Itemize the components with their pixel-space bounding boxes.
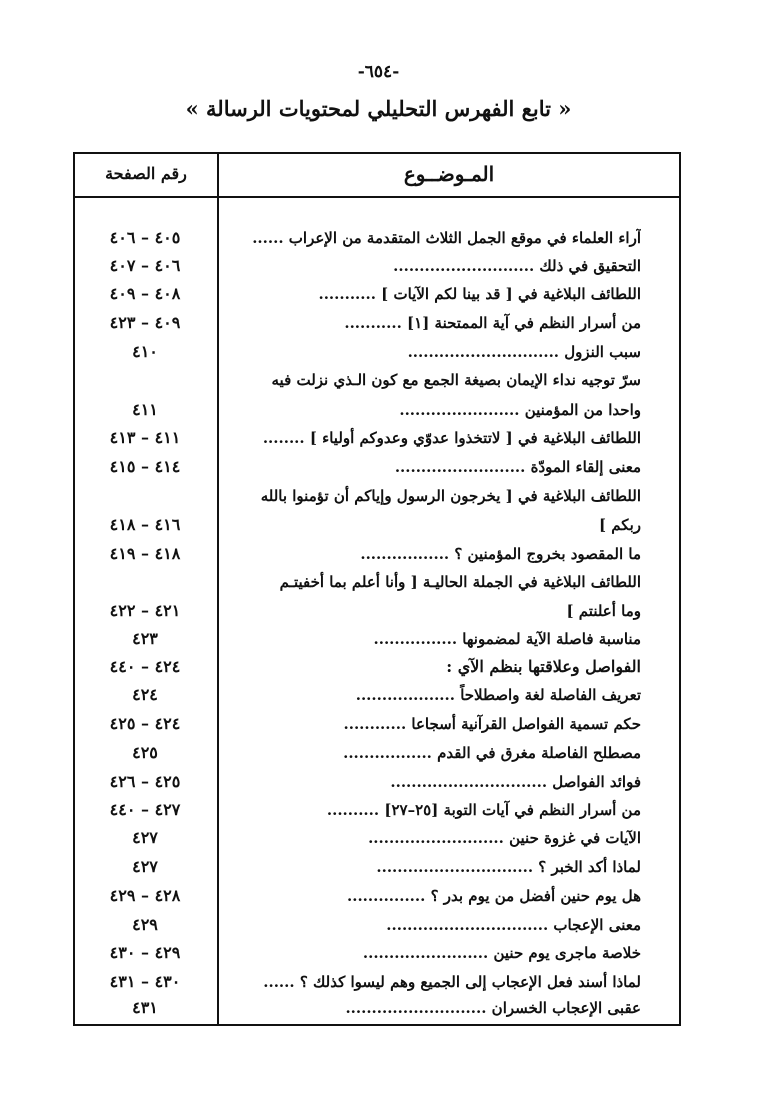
topic-text: ربكم ] — [598, 516, 641, 534]
topic-text: تعريف الفاصلة لغة واصطلاحاً ................... — [355, 686, 641, 704]
leader-dots: ........................... — [345, 999, 487, 1017]
topic-text: اللطائف البلاغية في الجملة الحاليـة [ وأنا أعلم بما أخفيتـم — [279, 573, 641, 591]
leader-dots: ................. — [343, 744, 432, 762]
page-range: ٤٢٩ – ٤٣٠ — [109, 943, 181, 962]
table-row — [75, 625, 679, 653]
leader-dots: ...... — [263, 973, 295, 991]
topic-text: اللطائف البلاغية في [ لاتتخذوا عدوّي وعدوكم أولياء ] ........ — [262, 429, 641, 447]
table-row — [75, 224, 679, 252]
topic-text: عقبى الإعجاب الخسران ........................... — [345, 999, 641, 1017]
table-row — [75, 309, 679, 337]
page-range: ٤٣١ — [132, 998, 158, 1017]
table-row — [75, 366, 679, 394]
leader-dots: ................... — [355, 686, 455, 704]
table-row — [75, 511, 679, 539]
topic-text: مناسبة فاصلة الآية لمضمونها ................ — [373, 630, 641, 648]
table-row — [75, 994, 679, 1022]
table-row — [75, 424, 679, 452]
leader-dots: ........... — [344, 314, 402, 332]
topic-text: فوائد الفواصل .............................. — [390, 773, 641, 791]
topic-text: التحقيق في ذلك ........................... — [393, 257, 641, 275]
leader-dots: ............ — [343, 715, 407, 733]
table-row — [75, 453, 679, 481]
topic-text: اللطائف البلاغية في [ يخرجون الرسول وإياكم أن تؤمنوا بالله — [260, 487, 641, 505]
page-range: ٤٠٥ – ٤٠٦ — [109, 228, 181, 247]
page-range: ٤١١ — [132, 400, 158, 419]
page-range: ٤٢٥ — [132, 743, 158, 762]
leader-dots: ....................... — [399, 401, 520, 419]
topic-text: سرّ توجيه نداء الإيمان بصيغة الجمع مع كون الـذي نزلت فيه — [271, 371, 641, 389]
leader-dots: .......................... — [368, 829, 504, 847]
header-page-number: رقم الصفحة — [105, 164, 187, 183]
leader-dots: .......... — [326, 801, 380, 819]
page-range: ٤٢٥ – ٤٢٦ — [109, 772, 181, 791]
page-range: ٤٢٣ — [132, 629, 158, 648]
topic-text: سبب النزول ............................. — [407, 343, 641, 361]
page-range: ٤٢٧ — [132, 828, 158, 847]
leader-dots: ........................... — [393, 257, 535, 275]
page-range: ٤١١ – ٤١٣ — [109, 428, 181, 447]
page-range: ٤٢١ – ٤٢٢ — [109, 601, 181, 620]
table-row — [75, 796, 679, 824]
page-range: ٤٢٩ — [132, 915, 158, 934]
page-range: ٤١٦ – ٤١٨ — [109, 515, 181, 534]
leader-dots: ............... — [347, 887, 426, 905]
table-row — [75, 882, 679, 910]
page-range: ٤٣٠ – ٤٣١ — [109, 972, 181, 991]
topic-text: لماذا أسند فعل الإعجاب إلى الجميع وهم ليسوا كذلك ؟ ...... — [263, 973, 641, 991]
page-range: ٤٠٦ – ٤٠٧ — [109, 256, 181, 275]
table-row — [75, 824, 679, 852]
topic-text: اللطائف البلاغية في [ قد بينا لكم الآيات ] ........... — [318, 285, 641, 303]
table-row — [75, 853, 679, 881]
table-row — [75, 540, 679, 568]
table-row — [75, 252, 679, 280]
table-row — [75, 482, 679, 510]
table-row — [75, 939, 679, 967]
topic-text: واحدا من المؤمنين ....................... — [399, 401, 641, 419]
leader-dots: ...... — [252, 229, 284, 247]
table-row — [75, 653, 679, 681]
topic-text: آراء العلماء في موقع الجمل الثلاث المتقدمة من الإعراب ...... — [252, 229, 641, 247]
table-row — [75, 338, 679, 366]
leader-dots: .............................. — [376, 858, 534, 876]
table-row — [75, 768, 679, 796]
header-divider — [75, 196, 679, 198]
page-range: ٤٠٩ – ٤٢٣ — [109, 313, 181, 332]
topic-text: الفواصل وعلاقتها بنظم الآي : — [446, 657, 641, 676]
table-row — [75, 710, 679, 738]
topic-text: ما المقصود بخروج المؤمنين ؟ ................. — [360, 545, 641, 563]
leader-dots: ................. — [360, 545, 450, 563]
leader-dots: .............................. — [390, 773, 548, 791]
topic-text: الآيات في غزوة حنين .......................... — [368, 829, 641, 847]
table-row — [75, 597, 679, 625]
leader-dots: ........ — [262, 429, 305, 447]
topic-text: خلاصة ماجرى يوم حنين ........................ — [362, 944, 641, 962]
table-row — [75, 396, 679, 424]
table-row — [75, 280, 679, 308]
topic-text: مصطلح الفاصلة مغرق في القدم ................. — [343, 744, 641, 762]
topic-text: معنى إلقاء المودّة ......................... — [394, 458, 641, 476]
page-range: ٤٢٤ — [132, 685, 158, 704]
table-row — [75, 681, 679, 709]
page-range: ٤٢٤ – ٤٢٥ — [109, 714, 181, 733]
page-range: ٤١٨ – ٤١٩ — [109, 544, 181, 563]
page-range: ٤٢٨ – ٤٢٩ — [109, 886, 181, 905]
table-row — [75, 968, 679, 996]
page-heading: « تابع الفهرس التحليلي لمحتويات الرسالة » — [185, 96, 572, 121]
leader-dots: ................ — [373, 630, 458, 648]
table-row — [75, 568, 679, 596]
page-range: ٤٠٨ – ٤٠٩ — [109, 284, 181, 303]
leader-dots: ........................ — [362, 944, 489, 962]
topic-text: وما أعلنتم ] — [566, 602, 641, 620]
page-range: ٤١٠ — [132, 342, 158, 361]
index-table — [73, 152, 681, 1026]
page-range: ٤١٤ – ٤١٥ — [109, 457, 181, 476]
leader-dots: ............................. — [407, 343, 560, 361]
topic-text: معنى الإعجاب ............................... — [386, 916, 641, 934]
leader-dots: ............................... — [386, 916, 549, 934]
topic-text: من أسرار النظم في آية الممتحنة [١] ........... — [344, 314, 641, 332]
table-row — [75, 739, 679, 767]
topic-text: لماذا أكد الخبر ؟ .............................. — [376, 858, 641, 876]
table-row — [75, 911, 679, 939]
topic-text: من أسرار النظم في آيات التوبة [٢٥–٢٧] .......... — [326, 801, 641, 819]
leader-dots: ........... — [318, 285, 376, 303]
leader-dots: ......................... — [394, 458, 526, 476]
page-range: ٤٢٤ – ٤٤٠ — [109, 657, 181, 676]
header-topic: المـوضــوع — [403, 162, 495, 186]
page-range: ٤٢٧ — [132, 857, 158, 876]
page-range: ٤٢٧ – ٤٤٠ — [109, 800, 181, 819]
topic-text: هل يوم حنين أفضل من يوم بدر ؟ ............... — [347, 887, 641, 905]
topic-text: حكم تسمية الفواصل القرآنية أسجاعا ............ — [343, 715, 641, 733]
page-number: -٦٥٤- — [357, 62, 400, 82]
